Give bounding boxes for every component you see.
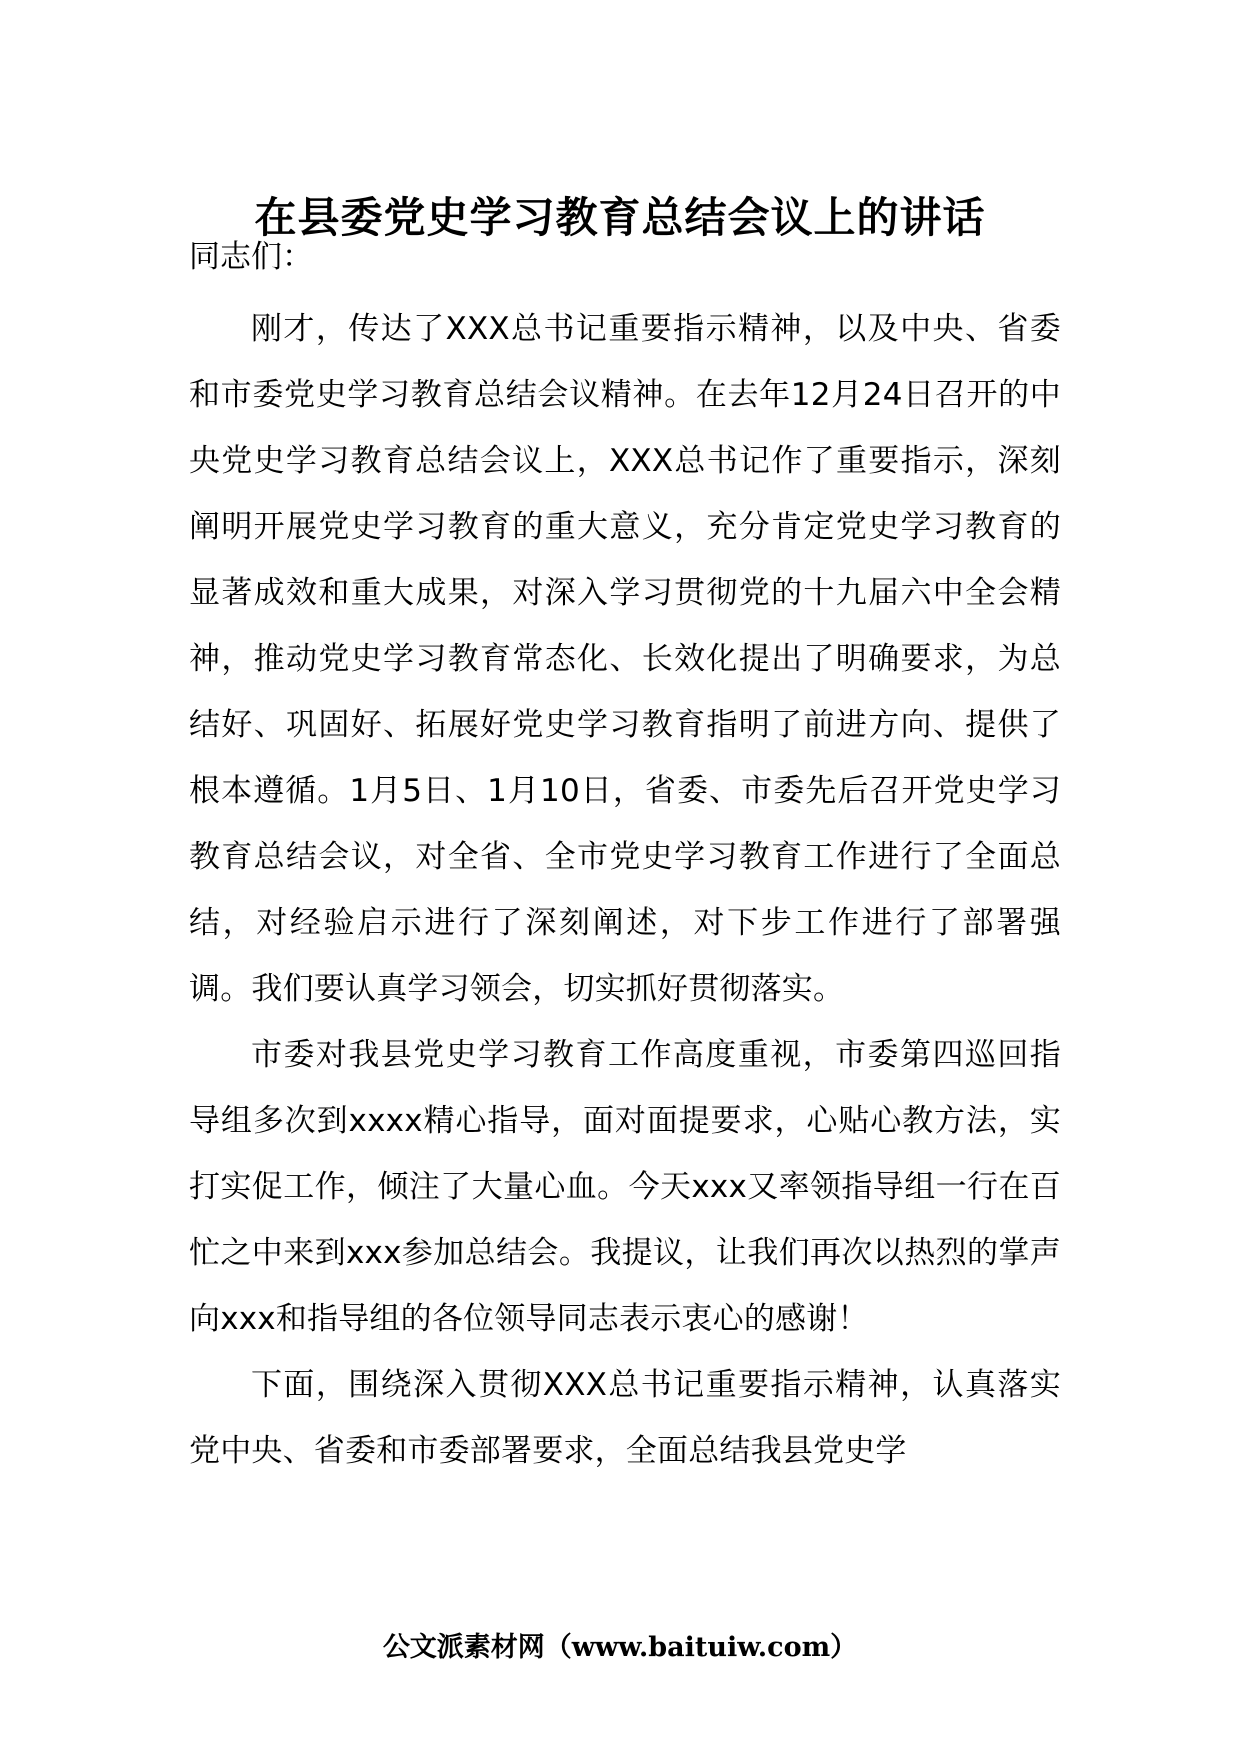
footer-watermark: 公文派素材网（www.baituiw.com） <box>382 1632 858 1663</box>
paragraph: 市委对我县党史学习教育工作高度重视，市委第四巡回指导组多次到xxxx精心指导，面对面提要求，心贴心教方法，实打实促工作，倾注了大量心血。今天xxx又率领指导组一行在百忙之中来到xxx参加总结会。我提议，让我们再次以热烈的掌声向xxx和指导组的各位领导同志表示衷心的感谢！ <box>189 1037 1061 1337</box>
salutation: 同志们： <box>189 239 313 275</box>
paragraph: 刚才，传达了XXX总书记重要指示精神，以及中央、省委和市委党史学习教育总结会议精神。在去年12月24日召开的中央党史学习教育总结会议上，XXX总书记作了重要指示，深刻阐明开展党史学习教育的重大意义，充分肯定党史学习教育的显著成效和重大成果，对深入学习贯彻党的十九届六中全会精神，推动党史学习教育常态化、长效化提出了明确要求，为总结好、巩固好、拓展好党史学习教育指明了前进方向、提供了根本遵循。1月5日、1月10日，省委、市委先后召开党史学习教育总结会议，对全省、全市党史学习教育工作进行了全面总结，对经验启示进行了深刻阐述，对下步工作进行了部署强调。我们要认真学习领会，切实抓好贯彻落实。 <box>189 311 1061 1007</box>
paragraph: 下面，围绕深入贯彻XXX总书记重要指示精神，认真落实党中央、省委和市委部署要求，全面总结我县党史学 <box>189 1367 1061 1469</box>
speech-body <box>189 296 1061 1484</box>
document-title: 在县委党史学习教育总结会议上的讲话 <box>254 193 986 243</box>
